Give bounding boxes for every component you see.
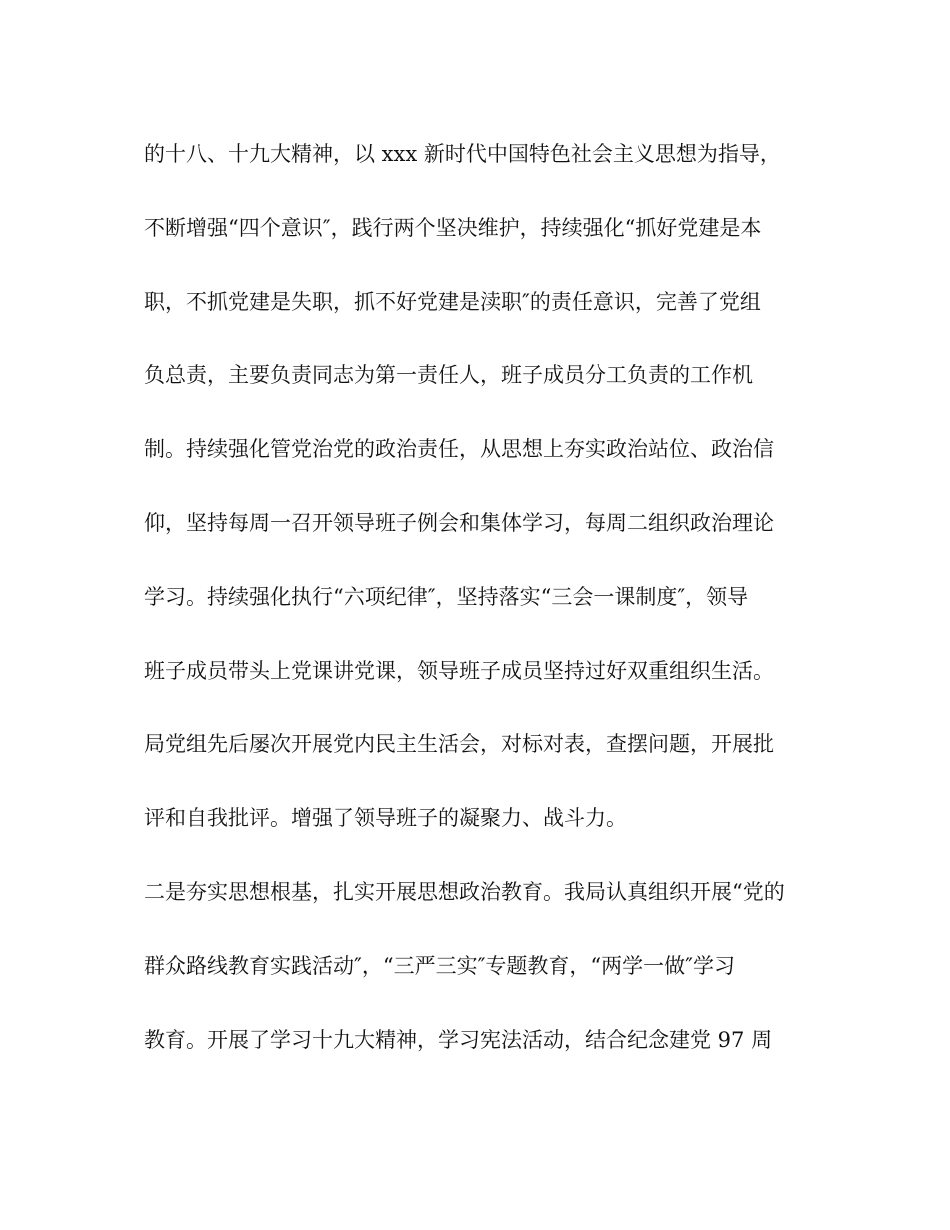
text-line: 学习。持续强化执行“六项纪律″，坚持落实“三会一课制度″，领导 [144,584,749,609]
text-line: 的十八、十九大精神，以 xxx 新时代中国特色社会主义思想为指导， [144,142,781,166]
text-line: 班子成员带头上党课讲党课，领导班子成员坚持过好双重组织生活。 [144,658,774,683]
text-line: 不断增强“四个意识″，践行两个坚决维护，持续强化“抓好党建是本 [144,215,762,240]
text-line: 仰，坚持每周一召开领导班子例会和集体学习，每周二组织政治理论 [144,510,774,535]
text-line: 负总责，主要负责同志为第一责任人，班子成员分工负责的工作机 [144,363,753,388]
text-line: 评和自我批评。增强了领导班子的凝聚力、战斗力。 [144,806,627,831]
text-line: 群众路线教育实践活动″，“三严三实″专题教育，“两学一做″学习 [144,953,736,978]
text-line: 职，不抓党建是失职，抓不好党建是渎职″的责任意识，完善了党组 [144,289,761,314]
text-line: 教育。开展了学习十九大精神，学习宪法活动，结合纪念建党 97 周 [144,1027,773,1052]
text-line: 制。持续强化管党治党的政治责任，从思想上夯实政治站位、政治信 [144,437,774,462]
document-body [144,136,824,1095]
text-line: 二是夯实思想根基，扎实开展思想政治教育。我局认真组织开展“党的 [144,879,785,904]
text-line: 局党组先后屡次开展党内民主生活会，对标对表，查摆问题，开展批 [144,732,774,757]
